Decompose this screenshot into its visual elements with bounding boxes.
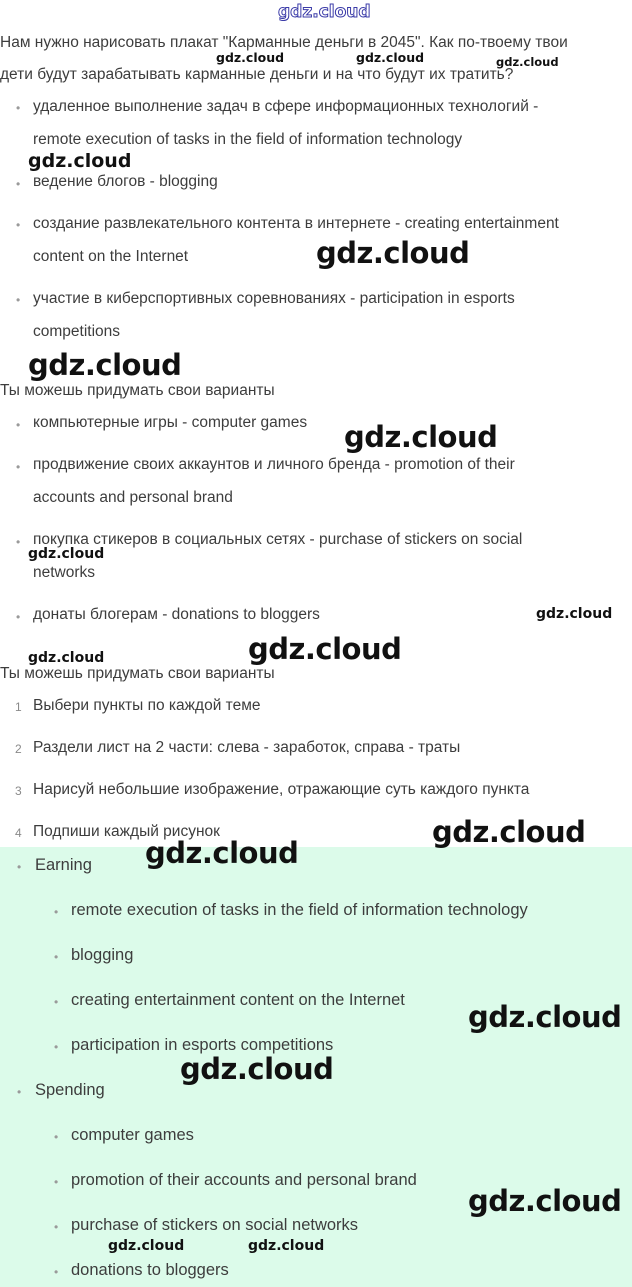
step-number: 1: [15, 700, 22, 714]
task-text-line-1: Нам нужно нарисовать плакат "Карманные деньги в 2045". Как по-твоему твои: [0, 34, 568, 51]
bullet: •: [16, 218, 21, 232]
watermark: gdz.cloud: [536, 606, 613, 622]
own-variants-note: Ты можешь придумать свои варианты: [0, 665, 275, 682]
section-title-earning: Earning: [35, 856, 92, 874]
watermark: gdz.cloud: [28, 546, 105, 562]
watermark: gdz.cloud: [496, 55, 559, 69]
step-number: 3: [15, 784, 22, 798]
watermark: gdz.cloud: [28, 650, 105, 666]
list-item: удаленное выполнение задач в сфере информационных технологий -: [33, 98, 539, 115]
bullet: •: [16, 177, 21, 191]
bullet: •: [54, 905, 59, 919]
bullet: •: [54, 1130, 59, 1144]
bullet: •: [54, 995, 59, 1009]
bullet: •: [54, 1220, 59, 1234]
bullet: •: [17, 1085, 22, 1099]
list-item-cont: accounts and personal brand: [33, 489, 233, 506]
bullet: •: [16, 610, 21, 624]
list-item-cont: content on the Internet: [33, 248, 189, 265]
list-item: creating entertainment content on the Internet: [71, 991, 405, 1009]
bullet: •: [16, 101, 21, 115]
list-item: blogging: [71, 946, 134, 964]
step-number: 2: [15, 742, 22, 756]
list-item: создание развлекательного контента в интернете - creating entertainment: [33, 215, 559, 232]
list-item-cont: networks: [33, 564, 96, 581]
site-logo[interactable]: gdz.cloud: [278, 2, 371, 22]
list-item: продвижение своих аккаунтов и личного бренда - promotion of their: [33, 456, 515, 473]
list-item: компьютерные игры - computer games: [33, 414, 308, 431]
list-item: ведение блогов - blogging: [33, 173, 218, 190]
bullet: •: [54, 1040, 59, 1054]
bullet: •: [17, 860, 22, 874]
watermark: gdz.cloud: [432, 815, 586, 849]
list-item: participation in esports competitions: [71, 1036, 334, 1054]
own-variants-note: Ты можешь придумать свои варианты: [0, 382, 275, 399]
step-text: Выбери пункты по каждой теме: [33, 697, 261, 714]
watermark: gdz.cloud: [28, 348, 182, 382]
watermark: gdz.cloud: [356, 50, 425, 65]
watermark: gdz.cloud: [468, 1184, 622, 1218]
bullet: •: [54, 1175, 59, 1189]
step-text: Подпиши каждый рисунок: [33, 823, 220, 840]
bullet: •: [54, 1265, 59, 1279]
watermark: gdz.cloud: [216, 50, 285, 65]
section-title-spending: Spending: [35, 1081, 105, 1099]
watermark: gdz.cloud: [108, 1238, 185, 1254]
step-text: Раздели лист на 2 части: слева - заработок, справа - траты: [33, 739, 461, 756]
bullet: •: [54, 950, 59, 964]
task-text-line-2: дети будут зарабатывать карманные деньги и на что будут их тратить?: [0, 66, 514, 83]
step-text: Нарисуй небольшие изображение, отражающие суть каждого пункта: [33, 781, 530, 798]
watermark: gdz.cloud: [28, 150, 132, 172]
step-number: 4: [15, 826, 22, 840]
watermark: gdz.cloud: [248, 632, 402, 666]
watermark: gdz.cloud: [248, 1238, 325, 1254]
list-item: promotion of their accounts and personal brand: [71, 1171, 417, 1189]
list-item: purchase of stickers on social networks: [71, 1216, 359, 1234]
list-item: computer games: [71, 1126, 194, 1144]
watermark: gdz.cloud: [316, 236, 470, 270]
bullet: •: [16, 293, 21, 307]
list-item: remote execution of tasks in the field of information technology: [71, 901, 528, 919]
list-item: donations to bloggers: [71, 1261, 229, 1279]
watermark: gdz.cloud: [344, 420, 498, 454]
watermark: gdz.cloud: [468, 1000, 622, 1034]
list-item: донаты блогерам - donations to bloggers: [33, 606, 320, 623]
list-item: участие в киберспортивных соревнованиях - participation in esports: [33, 290, 515, 307]
bullet: •: [16, 535, 21, 549]
list-item-cont: remote execution of tasks in the field of information technology: [33, 131, 463, 148]
bullet: •: [16, 460, 21, 474]
list-item-cont: competitions: [33, 323, 121, 340]
watermark: gdz.cloud: [180, 1052, 334, 1086]
bullet: •: [16, 418, 21, 432]
list-item: покупка стикеров в социальных сетях - purchase of stickers on social: [33, 531, 523, 548]
watermark: gdz.cloud: [145, 836, 299, 870]
